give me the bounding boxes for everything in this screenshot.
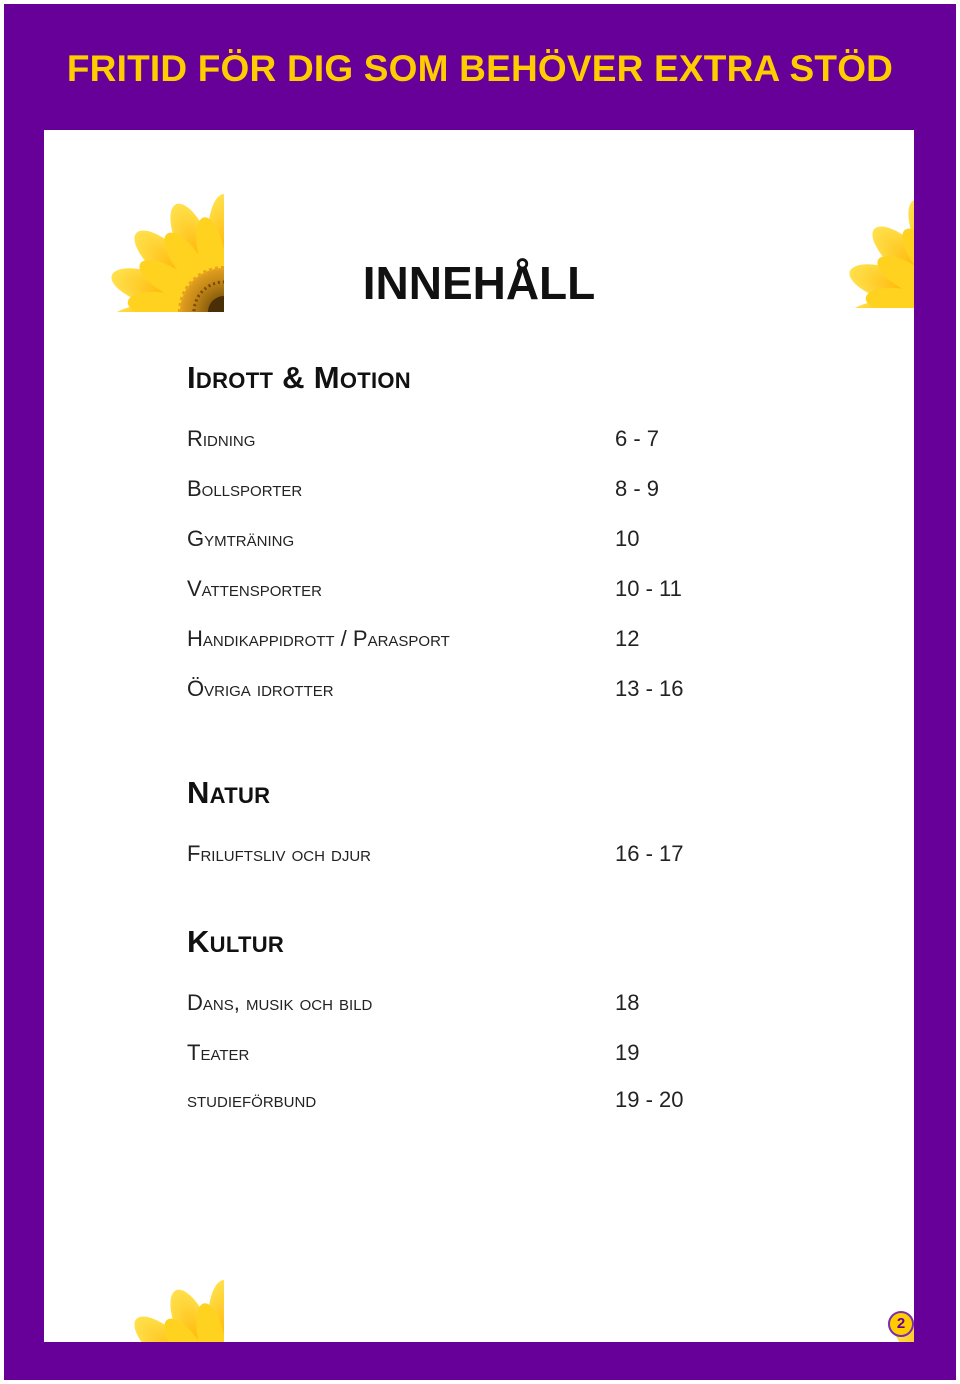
toc-entry-label: Dans, musik och bild: [187, 990, 373, 1015]
toc-entry: [187, 1087, 747, 1117]
toc-entry-label: Bollsporter: [187, 476, 303, 501]
toc-entry-label: studieförbund: [187, 1087, 317, 1112]
toc-entry: [187, 426, 747, 456]
toc-entry-label: Friluftsliv och djur: [187, 841, 372, 866]
toc-entry-label: Gymträning: [187, 526, 295, 551]
toc-entry-label: Teater: [187, 1040, 250, 1065]
toc-entry: [187, 1040, 747, 1070]
toc-entry-label: Ridning: [187, 426, 256, 451]
toc-entry-pages: 13 - 16: [615, 676, 684, 701]
toc-entry: [187, 841, 747, 871]
toc-entry-pages: 6 - 7: [615, 426, 660, 451]
content-panel: [44, 130, 914, 1342]
toc-entry-pages: 18: [615, 990, 640, 1015]
toc-entry-pages: 8 - 9: [615, 476, 660, 501]
sunflower-icon: [742, 1158, 914, 1342]
toc-entry-label: Vattensporter: [187, 576, 322, 601]
sunflower-icon: [44, 1158, 224, 1342]
section-heading-natur: Natur: [187, 775, 271, 810]
toc-entry: [187, 990, 747, 1020]
page-frame: [4, 4, 956, 1380]
page-number-badge: 2: [888, 1311, 914, 1337]
toc-entry-label: Övriga idrotter: [187, 676, 334, 701]
toc-entry-pages: 12: [615, 626, 640, 651]
toc-entry-pages: 19: [615, 1040, 640, 1065]
page-title: INNEHÅLL: [362, 257, 596, 309]
toc-entry-pages: 10: [615, 526, 640, 551]
section-heading-idrott: Idrott & Motion: [187, 360, 411, 395]
toc-entry: [187, 576, 747, 606]
toc-entry-label: Handikappidrott / Parasport: [187, 626, 450, 651]
section-heading-kultur: Kultur: [187, 924, 285, 959]
toc-entry: [187, 526, 747, 556]
toc-entry-pages: 19 - 20: [615, 1087, 684, 1112]
toc-entry-pages: 10 - 11: [615, 576, 682, 601]
header-title: FRITID FÖR DIG SOM BEHÖVER EXTRA STÖD: [66, 48, 894, 89]
toc-entry: [187, 676, 747, 706]
toc-entry: [187, 476, 747, 506]
toc-entry-pages: 16 - 17: [615, 841, 684, 866]
toc-entry: [187, 626, 747, 656]
